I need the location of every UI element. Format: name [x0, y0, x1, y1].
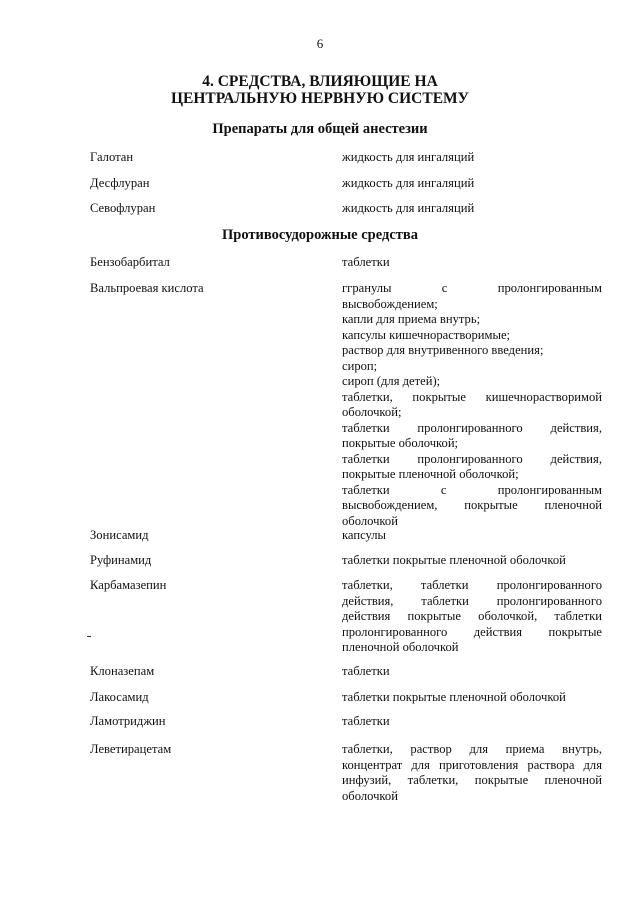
drug-name: Ламотриджин [90, 714, 166, 728]
dosage-forms [342, 255, 602, 271]
dosage-form-line: ггранулы с пролонгированным [342, 281, 602, 295]
dosage-forms [342, 528, 602, 544]
section-title-anticonvulsants: Противосудорожные средства [222, 227, 418, 243]
dosage-forms [342, 578, 602, 656]
dosage-form-line: пролонгированного действия покрытые [342, 624, 602, 639]
dosage-form-line: капли для приема внутрь; [342, 312, 481, 326]
drug-name: Зонисамид [90, 528, 149, 542]
margin-mark [87, 636, 91, 637]
dosage-form-line: таблетки [342, 714, 390, 728]
dosage-form-line: оболочкой [342, 788, 398, 803]
dosage-form-line: действия, таблетки пролонгированного [342, 593, 602, 608]
drug-name: Леветирацетам [90, 742, 172, 756]
dosage-forms [342, 201, 602, 217]
dosage-form-line: жидкость для ингаляций [342, 150, 475, 164]
dosage-form-line: действия покрытые оболочкой, таблетки [342, 609, 602, 623]
dosage-forms [342, 281, 602, 529]
dosage-form-line: покрытые оболочкой; [342, 436, 459, 450]
page-number: 6 [316, 36, 324, 51]
dosage-form-line: высвобождением; [342, 296, 438, 311]
dosage-form-line: таблетки, таблетки пролонгированного [342, 578, 602, 592]
drug-name: Бензобарбитал [90, 255, 170, 269]
drug-name: Руфинамид [90, 553, 152, 567]
dosage-form-line: сироп; [342, 358, 378, 373]
dosage-forms [342, 742, 602, 804]
dosage-form-line: оболочкой; [342, 405, 402, 419]
dosage-forms [342, 714, 602, 730]
dosage-form-line: инфузий, таблетки, покрытые пленочной [342, 773, 602, 787]
dosage-form-line: таблетки, покрытые кишечнорастворимой [342, 389, 602, 404]
dosage-forms [342, 176, 602, 192]
dosage-forms [342, 150, 602, 166]
drug-name: Клоназепам [90, 664, 155, 678]
dosage-form-line: жидкость для ингаляций [342, 201, 475, 215]
dosage-forms [342, 553, 602, 569]
dosage-form-line: таблетки, раствор для приема внутрь, [342, 742, 602, 756]
dosage-form-line: сироп (для детей); [342, 374, 441, 388]
chapter-title [0, 73, 640, 107]
dosage-form-line: таблетки пролонгированного действия, [342, 420, 602, 435]
dosage-form-line: пленочной оболочкой [342, 640, 459, 654]
chapter-title-line1: 4. СРЕДСТВА, ВЛИЯЮЩИЕ НА [202, 73, 438, 90]
dosage-form-line: покрытые пленочной оболочкой; [342, 467, 519, 481]
dosage-form-line: раствор для внутривенного введения; [342, 343, 544, 357]
dosage-form-line: высвобождением, покрытые пленочной [342, 498, 602, 512]
dosage-form-line: таблетки [342, 664, 390, 678]
drug-name: Вальпроевая кислота [90, 281, 204, 295]
dosage-form-line: капсулы [342, 528, 387, 542]
dosage-form-line: таблетки пролонгированного действия, [342, 451, 602, 466]
drug-name: Севофлуран [90, 201, 156, 215]
chapter-title-line2: ЦЕНТРАЛЬНУЮ НЕРВНУЮ СИСТЕМУ [170, 90, 470, 107]
section-title-anesthesia: Препараты для общей анестезии [212, 121, 428, 137]
drug-name: Галотан [90, 150, 134, 164]
dosage-form-line: таблетки [342, 255, 390, 269]
dosage-forms [342, 664, 602, 680]
dosage-form-line: капсулы кишечнорастворимые; [342, 327, 511, 342]
dosage-form-line: концентрат для приготовления раствора для [342, 757, 602, 772]
dosage-form-line: таблетки покрытые пленочной оболочкой [342, 553, 566, 567]
drug-name: Лакосамид [90, 690, 149, 704]
dosage-form-line: таблетки с пролонгированным [342, 482, 602, 497]
dosage-form-line: оболочкой [342, 513, 398, 528]
drug-name: Десфлуран [90, 176, 150, 190]
dosage-forms [342, 690, 602, 706]
dosage-form-line: таблетки покрытые пленочной оболочкой [342, 690, 566, 704]
drug-name: Карбамазепин [90, 578, 167, 592]
dosage-form-line: жидкость для ингаляций [342, 176, 475, 190]
